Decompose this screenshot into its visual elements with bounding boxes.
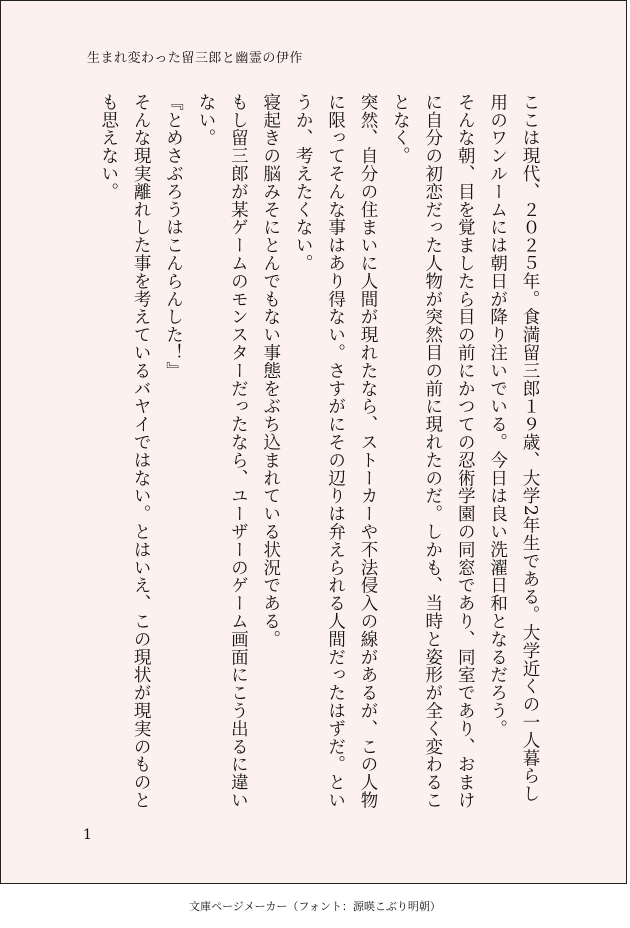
vertical-body-text <box>76 93 546 813</box>
paragraph: 突然、自分の住まいに人間が現れたなら、ストーカーや不法侵入の線があるが、この人物に限ってそんな事はあり得ない。さすがにその辺りは弁えられる人間だったはずだ。というか、考えたくない。 <box>293 93 378 809</box>
footer-credit: 文庫ページメーカー（フォント：源暎こぶり明朝） <box>189 900 441 913</box>
paragraph: 寝起きの脳みそにとんでもない事態をぶち込まれている状況である。 <box>260 93 281 648</box>
paragraph: ここは現代、２０２５年。食満留三郎１９歳、大学2年生である。大学近くの一人暮らし用のワンルームには朝日が降り注いでいる。今日は良い洗濯日和となるだろう。 <box>487 93 540 803</box>
paragraph: 『とめさぶろうはこんらんした！』 <box>163 93 184 380</box>
paragraph: そんな朝、目を覚ましたら目の前にかつての忍術学園の同窓であり、同室であり、おまけに自分の初恋だった人物が突然目の前に現れたのだ。しかも、当時と姿形が全く変わることなく。 <box>390 93 476 809</box>
page-number: 1 <box>83 827 92 843</box>
paragraph: もし留三郎が某ゲームのモンスターだったなら、ユーザーのゲーム画面にこう出るに違いない。 <box>195 93 249 809</box>
page-title: 生まれ変わった留三郎と幽霊の伊作 <box>87 51 303 66</box>
paragraph: そんな現実離れした事を考えているバヤイではない。とはいえ、この現状が現実のものとも思えない。 <box>98 93 152 809</box>
